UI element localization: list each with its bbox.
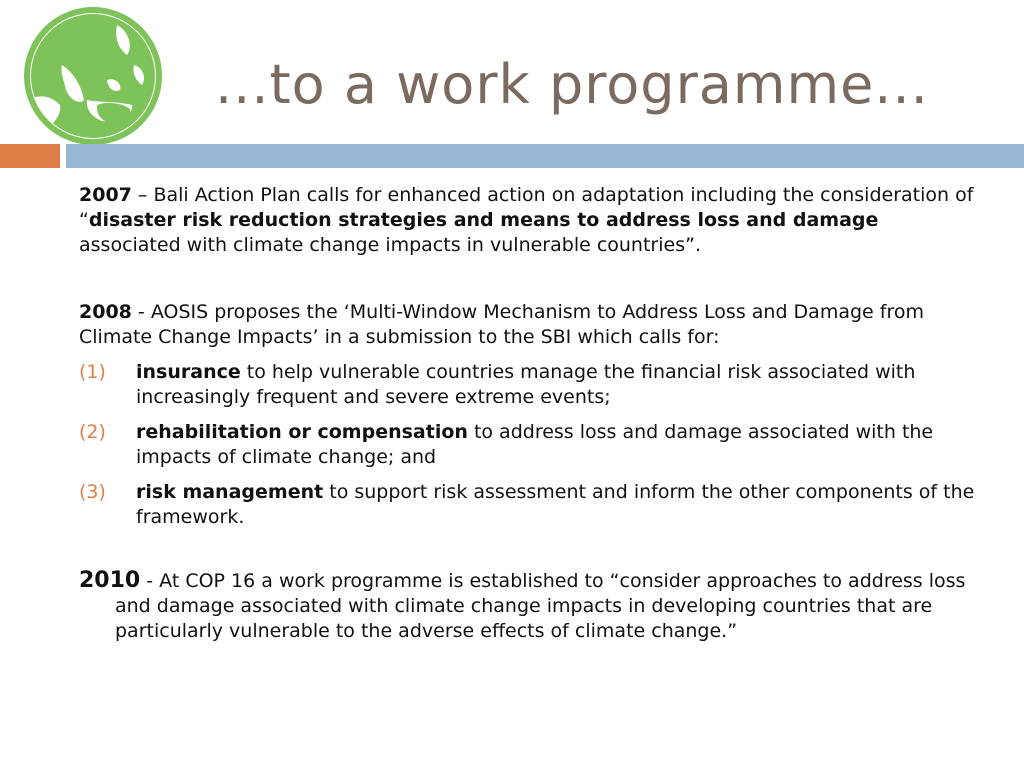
year-2007: 2007 [79,184,132,206]
paragraph-2010 [79,568,979,644]
text-2007-bold: disaster risk reduction strategies and means to address loss and damage [88,209,879,231]
accent-bar-orange [0,144,60,168]
year-2008: 2008 [79,301,132,323]
text-2008: - AOSIS proposes the ‘Multi-Window Mechanism to Address Loss and Damage from Climate Change Impacts’ in a submission to the SBI which calls for: [79,301,924,348]
list-item-bold: risk management [136,481,324,503]
list-number: (3) [79,481,106,503]
text-2007-a: – Bali Action Plan calls for enhanced action on adaptation including the consideration of “ [79,184,974,231]
text-2007-b: associated with climate change impacts in vulnerable countries”. [79,234,701,256]
paragraph-2008 [79,300,979,350]
text-2010: - At COP 16 a work programme is established to “consider approaches to address loss and damage associated with climate change impacts in developing countries that are particularly vulnerable to the adverse effects of climate change.” [115,570,966,642]
paragraph-2007 [79,183,979,258]
list-item-text: to help vulnerable countries manage the financial risk associated with increasingly frequent and severe extreme events; [136,361,916,408]
list-number: (2) [79,421,106,443]
slide-body [79,183,979,644]
proposal-list [79,360,979,530]
list-item-text: to address loss and damage associated with the impacts of climate change; and [136,421,934,468]
year-2010: 2010 [79,568,141,593]
list-item-text: to support risk assessment and inform the other components of the framework. [136,481,975,528]
globe-icon [22,5,164,147]
list-number: (1) [79,361,106,383]
list-item [79,360,979,410]
accent-bar-blue [66,144,1024,168]
list-item [79,480,979,530]
list-item-bold: insurance [136,361,241,383]
list-item [79,420,979,470]
list-item-bold: rehabilitation or compensation [136,421,468,443]
slide-title: ...to a work programme... [215,53,929,116]
